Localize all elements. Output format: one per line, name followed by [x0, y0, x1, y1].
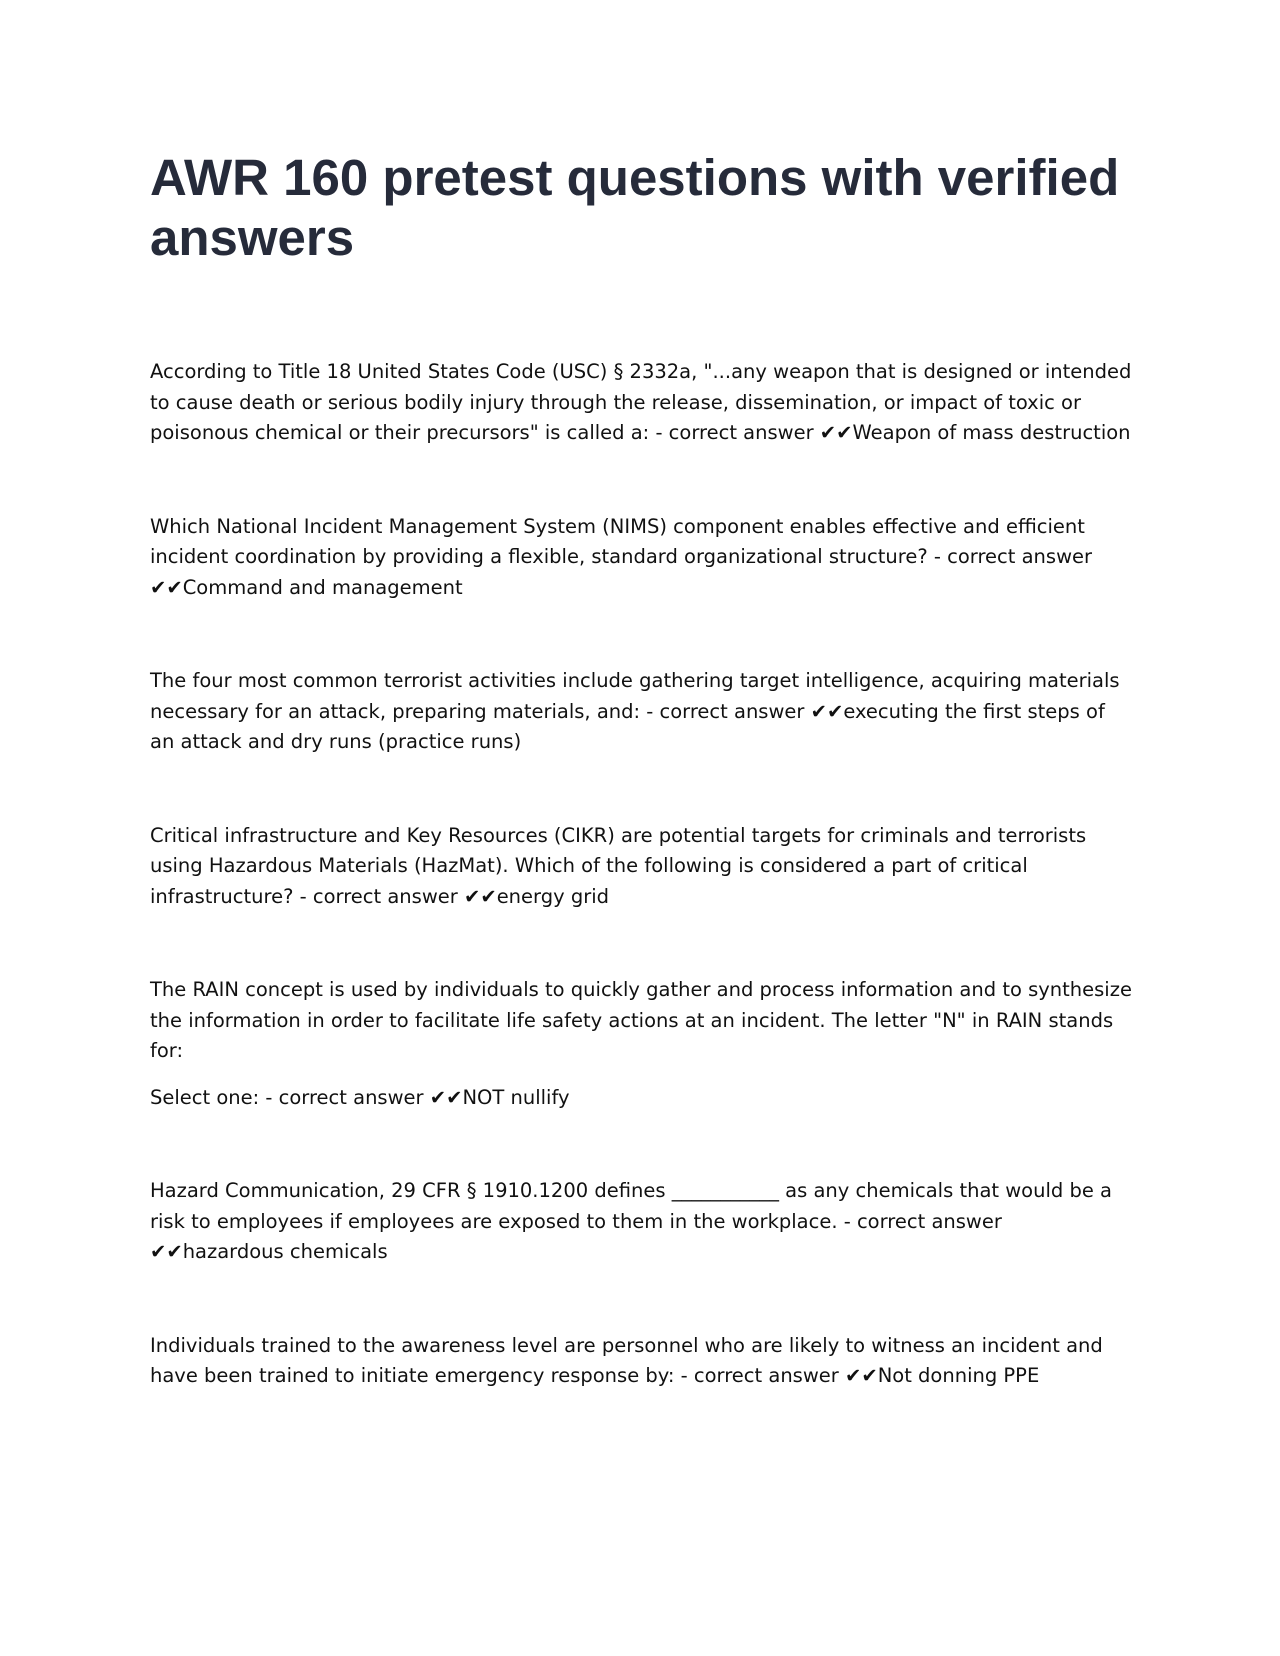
answer-text: NOT nullify [462, 1085, 570, 1109]
answer-text: energy grid [496, 884, 610, 908]
question-text: Individuals trained to the awareness level are personnel who are likely to witness an incident and have been trained to initiate emergency response by: - correct answer [150, 1333, 1103, 1387]
document-title: AWR 160 pretest questions with verified answers [150, 149, 1120, 266]
question-text: The RAIN concept is used by individuals to quickly gather and process information and to synthesize the information in order to facilitate life safety actions at an incident. The letter "N" in RAIN stands for: [150, 978, 1132, 1062]
check-mark-icon: ✔✔ [845, 1364, 878, 1387]
qa-text [150, 1331, 1135, 1392]
qa-text [150, 357, 1135, 449]
qa-text [150, 666, 1135, 758]
qa-item [150, 666, 1135, 758]
qa-text [150, 1083, 1135, 1114]
question-text: The four most common terrorist activities include gathering target intelligence, acquiring materials necessary for an attack, preparing materials, and: - correct answer [150, 669, 1120, 723]
qa-item [150, 975, 1135, 1113]
answer-text: Not donning PPE [877, 1364, 1040, 1387]
select-one-text: Select one: - correct answer [150, 1085, 430, 1109]
qa-item [150, 357, 1135, 449]
qa-item [150, 821, 1135, 913]
qa-list [150, 357, 1135, 1455]
qa-text [150, 821, 1135, 913]
check-mark-icon: ✔✔ [429, 1085, 463, 1109]
qa-item [150, 512, 1135, 604]
qa-text [150, 512, 1135, 604]
qa-text [150, 1176, 1135, 1268]
check-mark-icon: ✔✔ [810, 699, 844, 723]
question-text: Critical infrastructure and Key Resources (CIKR) are potential targets for criminals and terrorists using Hazardous Materials (HazMat). Which of the following is considered a part of critical infrastructure? - correct answer [150, 823, 1087, 908]
answer-text: Command and management [182, 575, 463, 599]
answer-text: executing the first steps of an attack and dry runs (practice runs) [150, 699, 1105, 753]
check-mark-icon: ✔✔ [150, 575, 183, 599]
question-text: Which National Incident Management System (NIMS) component enables effective and efficient incident coordination by providing a flexible, standard organizational structure? - correct answer [150, 514, 1093, 568]
question-text: Hazard Communication, 29 CFR § 1910.1200 defines ___________ as any chemicals that would be a risk to employees if employees are exposed to them in the workplace. - correct answer [150, 1179, 1112, 1233]
question-text: According to Title 18 United States Code (USC) § 2332a, "...any weapon that is designed or intended to cause death or serious bodily injury through the release, dissemination, or impact of toxic or poisonous chemical or their precursors" is called a: - correct answer [150, 360, 1132, 444]
qa-item [150, 1331, 1135, 1392]
answer-text: hazardous chemicals [182, 1240, 388, 1263]
check-mark-icon: ✔✔ [150, 1240, 183, 1263]
check-mark-icon: ✔✔ [819, 421, 853, 444]
qa-item [150, 1176, 1135, 1268]
check-mark-icon: ✔✔ [464, 884, 497, 908]
answer-text: Weapon of mass destruction [852, 421, 1131, 444]
